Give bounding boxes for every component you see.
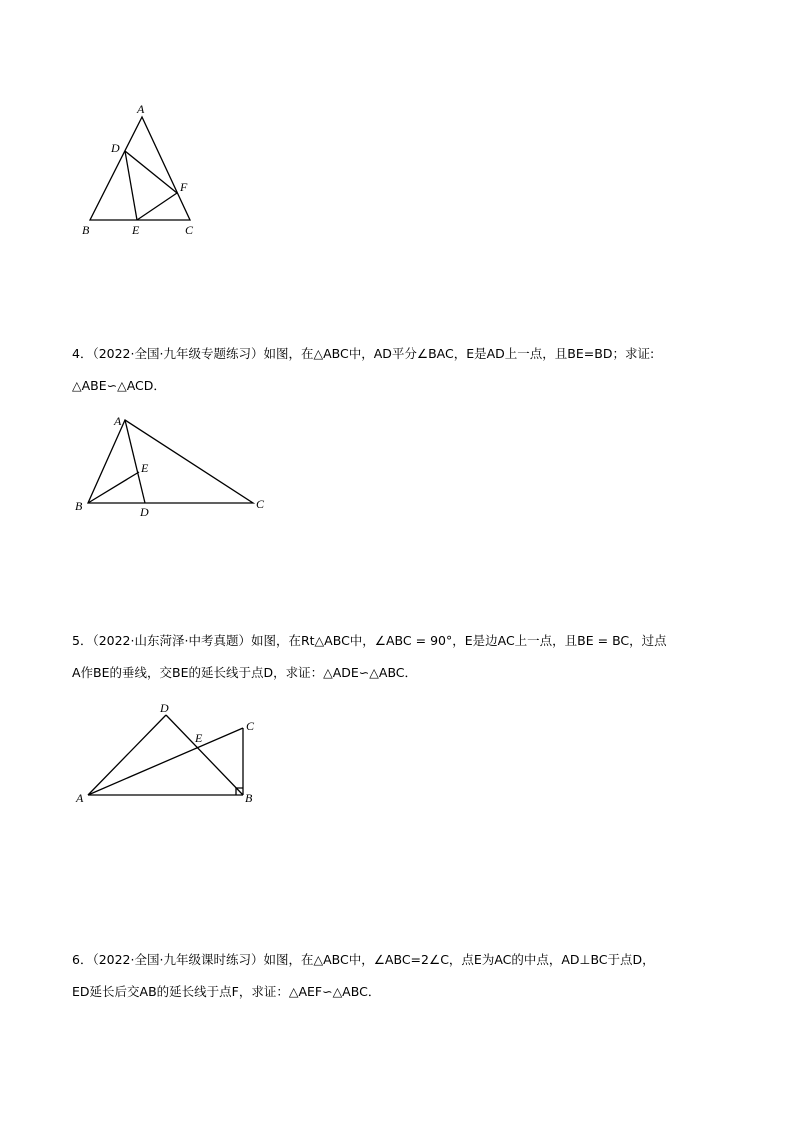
label-point-d: D (160, 701, 169, 715)
label-point-d: D (111, 141, 120, 155)
label-point-e: E (141, 461, 149, 475)
right-triangle-abc-figure (70, 698, 270, 810)
segment-db (166, 715, 243, 795)
problem-4-line-2 (72, 370, 732, 402)
segment-ac (88, 728, 243, 795)
problem-6-line-1 (72, 944, 732, 976)
problem-6 (72, 944, 732, 1008)
problem-text: ED延长后交AB的延长线于点F，求证：△AEF∽△ABC． (72, 984, 381, 999)
figure-problem-5 (70, 698, 270, 810)
problem-text: A作BE的垂线，交BE的延长线于点D，求证：△ADE∽△ABC． (72, 665, 418, 680)
label-point-b: B (245, 791, 253, 805)
problem-source: （2022·山东菏泽·中考真题） (92, 633, 251, 648)
problem-4 (72, 338, 732, 402)
segment-df (125, 151, 177, 193)
figure-problem-4 (70, 408, 280, 523)
problem-5-line-2 (72, 657, 732, 689)
triangle-abc-figure (70, 408, 280, 523)
label-point-e: E (132, 223, 140, 237)
segment-ad (88, 715, 166, 795)
figure-problem-3 (80, 100, 210, 240)
label-point-f: F (180, 180, 188, 194)
segment-ef (137, 193, 177, 220)
label-point-d: D (140, 505, 149, 519)
problem-text: 如图，在Rt△ABC中，∠ABC = 90°，E是边AC上一点，且BE = BC，过点 (250, 633, 667, 648)
problem-5 (72, 625, 732, 689)
problem-source: （2022·全国·九年级课时练习） (92, 952, 264, 967)
problem-text: 如图，在△ABC中，AD平分∠BAC，E是AD上一点，且BE=BD；求证: (263, 346, 655, 361)
label-point-c: C (246, 719, 255, 733)
label-point-b: B (75, 499, 83, 513)
triangle-abc-figure (80, 100, 210, 240)
problem-source: （2022·全国·九年级专题练习） (92, 346, 264, 361)
segment-triangle-abc (88, 420, 253, 503)
problem-number: 5． (72, 633, 93, 648)
label-point-c: C (256, 497, 265, 511)
label-point-a: A (137, 102, 145, 116)
label-point-a: A (76, 791, 84, 805)
label-point-b: B (82, 223, 90, 237)
problem-6-line-2 (72, 976, 732, 1008)
problem-text: △ABE∽△ACD． (72, 378, 166, 393)
label-point-c: C (185, 223, 194, 237)
label-point-e: E (195, 731, 203, 745)
problem-number: 6． (72, 952, 93, 967)
problem-4-line-1 (72, 338, 732, 370)
label-point-a: A (114, 414, 122, 428)
problem-text: 如图，在△ABC中，∠ABC=2∠C，点E为AC的中点，AD⊥BC于点D， (263, 952, 655, 967)
problem-5-line-1 (72, 625, 732, 657)
segment-triangle-abc (90, 117, 190, 220)
segment-de (125, 151, 137, 220)
segment-be (88, 472, 139, 503)
problem-number: 4． (72, 346, 93, 361)
